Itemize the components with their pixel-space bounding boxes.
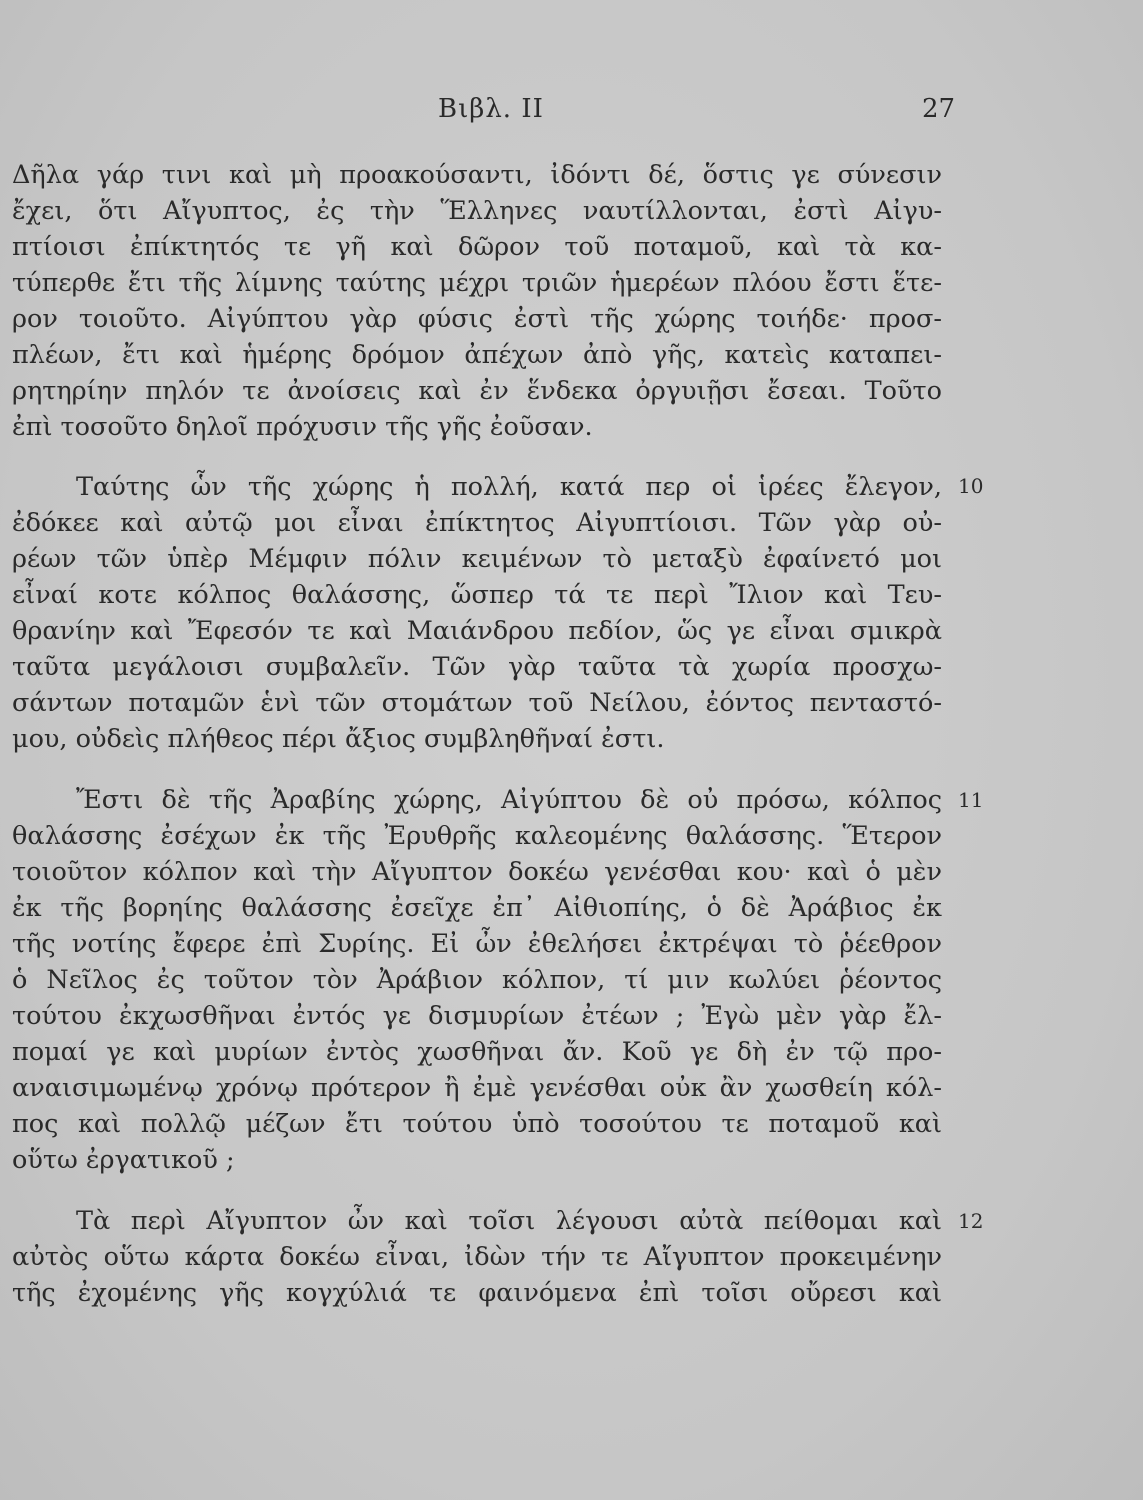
page-number: 27	[922, 94, 956, 124]
text-line: θαλάσσης ἐσέχων ἐκ τῆς Ἐρυθρῆς καλεομένης θαλάσσης. Ἕτερον	[12, 821, 942, 851]
text-line: ἐκ τῆς βορηίης θαλάσσης ἐσεῖχε ἐπ᾽ Αἰθιοπίης, ὁ δὲ Ἀράβιος ἐκ	[12, 893, 942, 923]
text-line: ἐπὶ τοσοῦτο δηλοῖ πρόχυσιν τῆς γῆς ἐοῦσαν.	[12, 412, 593, 442]
text-line: αναισιμωμένῳ χρόνῳ πρότερον ἢ ἐμὲ γενέσθαι οὐκ ἂν χωσθείη κόλ-	[12, 1073, 942, 1103]
text-line: ἐδόκεε καὶ αὐτῷ μοι εἶναι ἐπίκτητος Αἰγυπτίοισι. Τῶν γὰρ οὐ-	[12, 508, 942, 538]
text-line: τούτου ἐκχωσθῆναι ἐντός γε δισμυρίων ἐτέων ; Ἐγὼ μὲν γὰρ ἔλ-	[12, 1001, 942, 1031]
text-line: ἔχει, ὅτι Αἴγυπτος, ἐς τὴν Ἕλληνες ναυτίλλονται, ἐστὶ Αἰγυ-	[12, 196, 942, 226]
text-line: πτίοισι ἐπίκτητός τε γῆ καὶ δῶρον τοῦ ποταμοῦ, καὶ τὰ κα-	[12, 232, 942, 262]
text-line: πος καὶ πολλῷ μέζων ἔτι τούτου ὑπὸ τοσούτου τε ποταμοῦ καὶ	[12, 1109, 942, 1139]
text-line: ρον τοιοῦτο. Αἰγύπτου γὰρ φύσις ἐστὶ τῆς χώρης τοιήδε· προσ-	[12, 304, 942, 334]
text-line: ρητηρίην πηλόν τε ἀνοίσεις καὶ ἐν ἕνδεκα ὀργυιῇσι ἔσεαι. Τοῦτο	[12, 376, 942, 406]
text-line: τύπερθε ἔτι τῆς λίμνης ταύτης μέχρι τριῶν ἡμερέων πλόου ἔστι ἕτε-	[12, 268, 942, 298]
text-line: Ἔστι δὲ τῆς Ἀραβίης χώρης, Αἰγύπτου δὲ οὐ πρόσω, κόλπος	[76, 785, 942, 815]
text-line: Ταύτης ὧν τῆς χώρης ἡ πολλή, κατά περ οἱ ἱρέες ἔλεγον,	[76, 472, 942, 502]
text-line: πομαί γε καὶ μυρίων ἐντὸς χωσθῆναι ἄν. Κοῦ γε δὴ ἐν τῷ προ-	[12, 1037, 942, 1067]
text-line: εἶναί κοτε κόλπος θαλάσσης, ὥσπερ τά τε περὶ Ἴλιον καὶ Τευ-	[12, 580, 942, 610]
text-line: ρέων τῶν ὑπὲρ Μέμφιν πόλιν κειμένων τὸ μεταξὺ ἐφαίνετό μοι	[12, 544, 942, 574]
text-line: Τὰ περὶ Αἴγυπτον ὦν καὶ τοῖσι λέγουσι αὐτὰ πείθομαι καὶ	[76, 1206, 942, 1236]
section-number: 11	[958, 788, 984, 812]
text-line: Δῆλα γάρ τινι καὶ μὴ προακούσαντι, ἰδόντι δέ, ὅστις γε σύνεσιν	[12, 160, 942, 190]
section-number: 10	[958, 474, 984, 498]
text-line: πλέων, ἔτι καὶ ἡμέρης δρόμον ἀπέχων ἀπὸ γῆς, κατεὶς καταπει-	[12, 340, 942, 370]
text-line: μου, οὐδεὶς πλήθεος πέρι ἄξιος συμβληθῆναί ἐστι.	[12, 724, 665, 754]
section-number: 12	[958, 1209, 984, 1233]
text-line: θρανίην καὶ Ἔφεσόν τε καὶ Μαιάνδρου πεδίον, ὥς γε εἶναι σμικρὰ	[12, 616, 942, 646]
text-line: ὁ Νεῖλος ἐς τοῦτον τὸν Ἀράβιον κόλπον, τί μιν κωλύει ῥέοντος	[12, 965, 942, 995]
text-line: τῆς νοτίης ἔφερε ἐπὶ Συρίης. Εἰ ὦν ἐθελήσει ἐκτρέψαι τὸ ῥέεθρον	[12, 929, 942, 959]
text-line: οὕτω ἐργατικοῦ ;	[12, 1145, 235, 1175]
text-line: σάντων ποταμῶν ἑνὶ τῶν στομάτων τοῦ Νείλου, ἐόντος πενταστό-	[12, 688, 942, 718]
text-line: τοιοῦτον κόλπον καὶ τὴν Αἴγυπτον δοκέω γενέσθαι κου· καὶ ὁ μὲν	[12, 857, 942, 887]
running-head: Βιβλ. II	[438, 94, 544, 124]
text-line: ταῦτα μεγάλοισι συμβαλεῖν. Τῶν γὰρ ταῦτα τὰ χωρία προσχω-	[12, 652, 942, 682]
text-line: τῆς ἐχομένης γῆς κογχύλιά τε φαινόμενα ἐπὶ τοῖσι οὔρεσι καὶ	[12, 1278, 942, 1308]
text-line: αὐτὸς οὕτω κάρτα δοκέω εἶναι, ἰδὼν τήν τε Αἴγυπτον προκειμένην	[12, 1242, 942, 1272]
